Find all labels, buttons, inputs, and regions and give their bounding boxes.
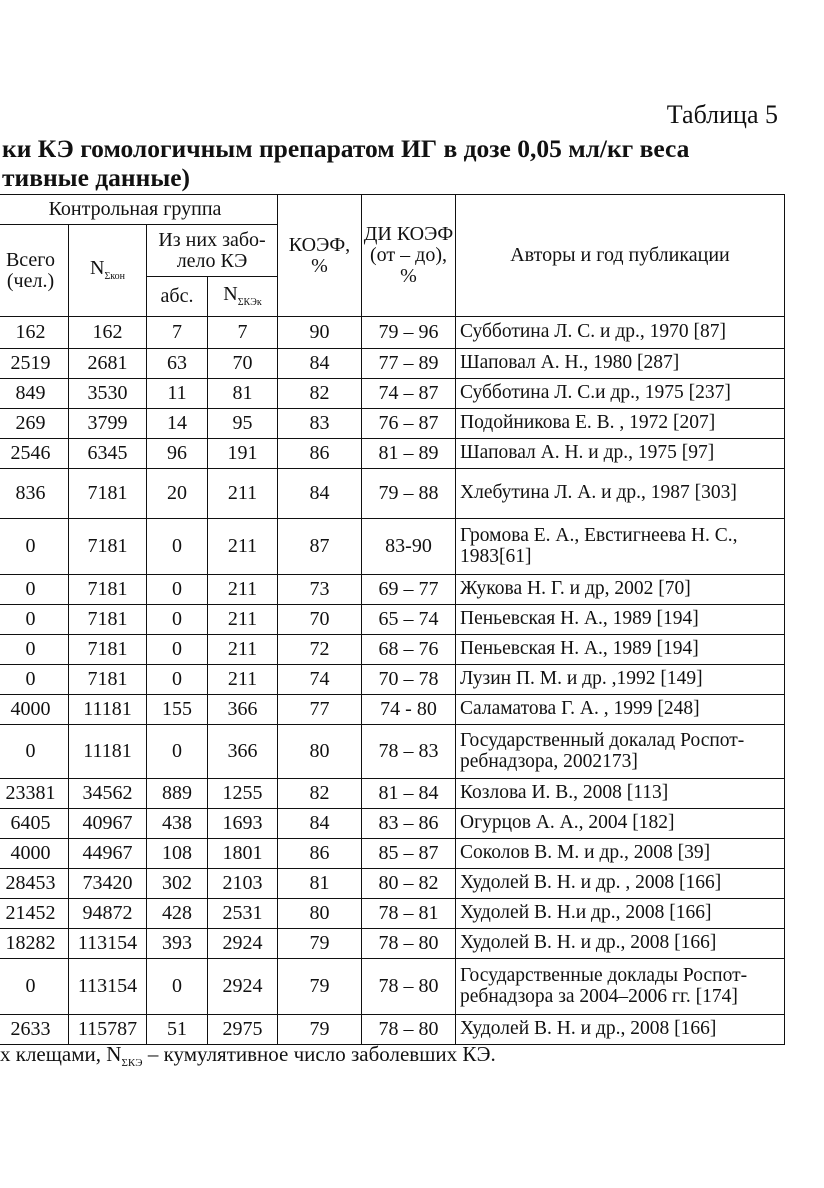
table-title-line-1: ки КЭ гомологичным препаратом ИГ в дозе 0,05 мл/кг веса <box>2 134 690 163</box>
cell-n-cumulative: 11181 <box>69 725 147 779</box>
cell-abs: 0 <box>147 519 208 575</box>
cell-n-sum: 95 <box>208 409 278 439</box>
table-row <box>0 379 785 409</box>
cell-author: Худолей В. Н. и др., 2008 [166] <box>456 1015 785 1045</box>
cell-n-sum: 211 <box>208 665 278 695</box>
cell-koef: 84 <box>278 469 362 519</box>
cell-n-sum: 7 <box>208 317 278 349</box>
table-row <box>0 869 785 899</box>
cell-n-cumulative: 34562 <box>69 779 147 809</box>
cell-author: Шаповал А. Н., 1980 [287] <box>456 349 785 379</box>
cell-total: 0 <box>0 725 69 779</box>
cell-abs: 438 <box>147 809 208 839</box>
cell-koef: 83 <box>278 409 362 439</box>
table-row <box>0 605 785 635</box>
cell-di-koef: 68 – 76 <box>362 635 456 665</box>
cell-n-sum: 211 <box>208 635 278 665</box>
cell-total: 836 <box>0 469 69 519</box>
cell-n-cumulative: 7181 <box>69 605 147 635</box>
cell-n-cumulative: 162 <box>69 317 147 349</box>
cell-n-sum: 1693 <box>208 809 278 839</box>
header-di-koef: ДИ КОЭФ (от – до), % <box>362 195 456 317</box>
cell-di-koef: 80 – 82 <box>362 869 456 899</box>
cell-n-sum: 211 <box>208 469 278 519</box>
table-row <box>0 929 785 959</box>
header-n-sum: $N_{\Sigma КЭк}$ <box>208 277 278 317</box>
cell-n-cumulative: 113154 <box>69 959 147 1015</box>
cell-total: 18282 <box>0 929 69 959</box>
cell-author: Пеньевская Н. А., 1989 [194] <box>456 635 785 665</box>
cell-abs: 155 <box>147 695 208 725</box>
cell-total: 0 <box>0 519 69 575</box>
cell-author: Огурцов А. А., 2004 [182] <box>456 809 785 839</box>
cell-total: 0 <box>0 575 69 605</box>
table-row <box>0 839 785 869</box>
cell-abs: 14 <box>147 409 208 439</box>
cell-n-cumulative: 73420 <box>69 869 147 899</box>
cell-total: 269 <box>0 409 69 439</box>
cell-n-cumulative: 11181 <box>69 695 147 725</box>
cell-total: 21452 <box>0 899 69 929</box>
cell-author: Саламатова Г. А. , 1999 [248] <box>456 695 785 725</box>
cell-n-sum: 2924 <box>208 929 278 959</box>
cell-koef: 72 <box>278 635 362 665</box>
cell-abs: 51 <box>147 1015 208 1045</box>
cell-abs: 0 <box>147 959 208 1015</box>
table-row <box>0 665 785 695</box>
cell-author: Худолей В. Н. и др., 2008 [166] <box>456 929 785 959</box>
cell-author: Государственный докалад Роспот-ребнадзора, 2002173] <box>456 725 785 779</box>
cell-author: Хлебутина Л. А. и др., 1987 [303] <box>456 469 785 519</box>
cell-koef: 82 <box>278 379 362 409</box>
table-row <box>0 409 785 439</box>
cell-n-sum: 81 <box>208 379 278 409</box>
cell-total: 4000 <box>0 839 69 869</box>
cell-di-koef: 78 – 83 <box>362 725 456 779</box>
cell-n-cumulative: 7181 <box>69 665 147 695</box>
cell-koef: 79 <box>278 1015 362 1045</box>
cell-n-cumulative: 44967 <box>69 839 147 869</box>
cell-n-sum: 70 <box>208 349 278 379</box>
cell-n-sum: 2975 <box>208 1015 278 1045</box>
cell-total: 6405 <box>0 809 69 839</box>
cell-total: 0 <box>0 665 69 695</box>
cell-koef: 87 <box>278 519 362 575</box>
cell-abs: 7 <box>147 317 208 349</box>
cell-abs: 20 <box>147 469 208 519</box>
cell-di-koef: 83 – 86 <box>362 809 456 839</box>
cell-n-cumulative: 3530 <box>69 379 147 409</box>
table-row <box>0 1015 785 1045</box>
cell-di-koef: 70 – 78 <box>362 665 456 695</box>
cell-n-sum: 366 <box>208 695 278 725</box>
cell-abs: 393 <box>147 929 208 959</box>
cell-abs: 0 <box>147 725 208 779</box>
cell-di-koef: 83-90 <box>362 519 456 575</box>
cell-total: 2546 <box>0 439 69 469</box>
header-abs: абс. <box>147 277 208 317</box>
cell-koef: 86 <box>278 439 362 469</box>
cell-n-sum: 211 <box>208 519 278 575</box>
cell-koef: 84 <box>278 349 362 379</box>
table-row <box>0 899 785 929</box>
header-n-cumulative: $N_{\Sigma кон}$ <box>69 225 147 317</box>
data-table <box>0 194 785 1045</box>
cell-n-cumulative: 115787 <box>69 1015 147 1045</box>
cell-abs: 63 <box>147 349 208 379</box>
cell-n-sum: 1801 <box>208 839 278 869</box>
cell-di-koef: 81 – 89 <box>362 439 456 469</box>
cell-di-koef: 78 – 80 <box>362 959 456 1015</box>
cell-abs: 96 <box>147 439 208 469</box>
cell-n-cumulative: 94872 <box>69 899 147 929</box>
table-number: Таблица 5 <box>666 100 778 129</box>
cell-n-cumulative: 7181 <box>69 635 147 665</box>
cell-n-cumulative: 113154 <box>69 929 147 959</box>
cell-koef: 70 <box>278 605 362 635</box>
cell-abs: 889 <box>147 779 208 809</box>
cell-koef: 84 <box>278 809 362 839</box>
header-total: Всего (чел.) <box>0 225 69 317</box>
cell-total: 0 <box>0 635 69 665</box>
cell-total: 162 <box>0 317 69 349</box>
cell-di-koef: 79 – 88 <box>362 469 456 519</box>
cell-abs: 302 <box>147 869 208 899</box>
table-row <box>0 725 785 779</box>
cell-n-sum: 211 <box>208 575 278 605</box>
cell-koef: 74 <box>278 665 362 695</box>
cell-koef: 77 <box>278 695 362 725</box>
cell-n-cumulative: 7181 <box>69 469 147 519</box>
table-row <box>0 519 785 575</box>
header-control-group: Контрольная группа <box>0 195 278 225</box>
cell-di-koef: 76 – 87 <box>362 409 456 439</box>
cell-di-koef: 78 – 80 <box>362 1015 456 1045</box>
cell-abs: 0 <box>147 635 208 665</box>
cell-di-koef: 81 – 84 <box>362 779 456 809</box>
cell-total: 849 <box>0 379 69 409</box>
footnote: х клещами, $N_{\Sigma КЭ}$ – кумулятивное число заболевших КЭ. <box>0 1042 496 1070</box>
cell-n-sum: 211 <box>208 605 278 635</box>
table-row <box>0 959 785 1015</box>
table-body <box>0 317 785 1045</box>
cell-n-sum: 2531 <box>208 899 278 929</box>
table-row <box>0 695 785 725</box>
cell-koef: 81 <box>278 869 362 899</box>
cell-koef: 79 <box>278 959 362 1015</box>
cell-n-sum: 2103 <box>208 869 278 899</box>
cell-n-cumulative: 3799 <box>69 409 147 439</box>
cell-author: Субботина Л. С. и др., 1970 [87] <box>456 317 785 349</box>
cell-author: Жукова Н. Г. и др, 2002 [70] <box>456 575 785 605</box>
cell-author: Козлова И. В., 2008 [113] <box>456 779 785 809</box>
table-row <box>0 635 785 665</box>
cell-abs: 11 <box>147 379 208 409</box>
cell-koef: 90 <box>278 317 362 349</box>
cell-total: 4000 <box>0 695 69 725</box>
cell-koef: 73 <box>278 575 362 605</box>
cell-n-sum: 366 <box>208 725 278 779</box>
cell-total: 2519 <box>0 349 69 379</box>
table-row <box>0 317 785 349</box>
table-title-line-2: тивные данные) <box>2 163 191 192</box>
cell-author: Государственные доклады Роспот-ребнадзора за 2004–2006 гг. [174] <box>456 959 785 1015</box>
cell-total: 2633 <box>0 1015 69 1045</box>
cell-di-koef: 65 – 74 <box>362 605 456 635</box>
table-row <box>0 469 785 519</box>
table-row <box>0 779 785 809</box>
cell-n-cumulative: 40967 <box>69 809 147 839</box>
cell-author: Пеньевская Н. А., 1989 [194] <box>456 605 785 635</box>
cell-abs: 428 <box>147 899 208 929</box>
header-koef: КОЭФ, % <box>278 195 362 317</box>
cell-total: 23381 <box>0 779 69 809</box>
cell-koef: 82 <box>278 779 362 809</box>
cell-koef: 86 <box>278 839 362 869</box>
cell-n-cumulative: 7181 <box>69 575 147 605</box>
cell-abs: 0 <box>147 575 208 605</box>
cell-di-koef: 69 – 77 <box>362 575 456 605</box>
cell-n-sum: 191 <box>208 439 278 469</box>
cell-di-koef: 77 – 89 <box>362 349 456 379</box>
cell-n-sum: 1255 <box>208 779 278 809</box>
table-row <box>0 349 785 379</box>
cell-n-cumulative: 6345 <box>69 439 147 469</box>
cell-di-koef: 74 – 87 <box>362 379 456 409</box>
cell-total: 28453 <box>0 869 69 899</box>
cell-abs: 0 <box>147 605 208 635</box>
cell-abs: 0 <box>147 665 208 695</box>
cell-n-sum: 2924 <box>208 959 278 1015</box>
cell-author: Лузин П. М. и др. ,1992 [149] <box>456 665 785 695</box>
cell-n-cumulative: 7181 <box>69 519 147 575</box>
cell-author: Соколов В. М. и др., 2008 [39] <box>456 839 785 869</box>
cell-di-koef: 78 – 80 <box>362 929 456 959</box>
table-row <box>0 439 785 469</box>
cell-author: Субботина Л. С.и др., 1975 [237] <box>456 379 785 409</box>
table-row <box>0 575 785 605</box>
table-row <box>0 809 785 839</box>
cell-di-koef: 74 - 80 <box>362 695 456 725</box>
cell-total: 0 <box>0 959 69 1015</box>
cell-abs: 108 <box>147 839 208 869</box>
cell-n-cumulative: 2681 <box>69 349 147 379</box>
header-of-them-sick: Из них забо-лело КЭ <box>147 225 278 277</box>
cell-di-koef: 85 – 87 <box>362 839 456 869</box>
cell-di-koef: 79 – 96 <box>362 317 456 349</box>
cell-author: Шаповал А. Н. и др., 1975 [97] <box>456 439 785 469</box>
cell-author: Громова Е. А., Евстигнеева Н. С., 1983[61] <box>456 519 785 575</box>
cell-author: Подойникова Е. В. , 1972 [207] <box>456 409 785 439</box>
cell-total: 0 <box>0 605 69 635</box>
cell-koef: 79 <box>278 929 362 959</box>
cell-koef: 80 <box>278 725 362 779</box>
header-authors: Авторы и год публикации <box>456 195 785 317</box>
cell-koef: 80 <box>278 899 362 929</box>
cell-di-koef: 78 – 81 <box>362 899 456 929</box>
cell-author: Худолей В. Н. и др. , 2008 [166] <box>456 869 785 899</box>
cell-author: Худолей В. Н.и др., 2008 [166] <box>456 899 785 929</box>
